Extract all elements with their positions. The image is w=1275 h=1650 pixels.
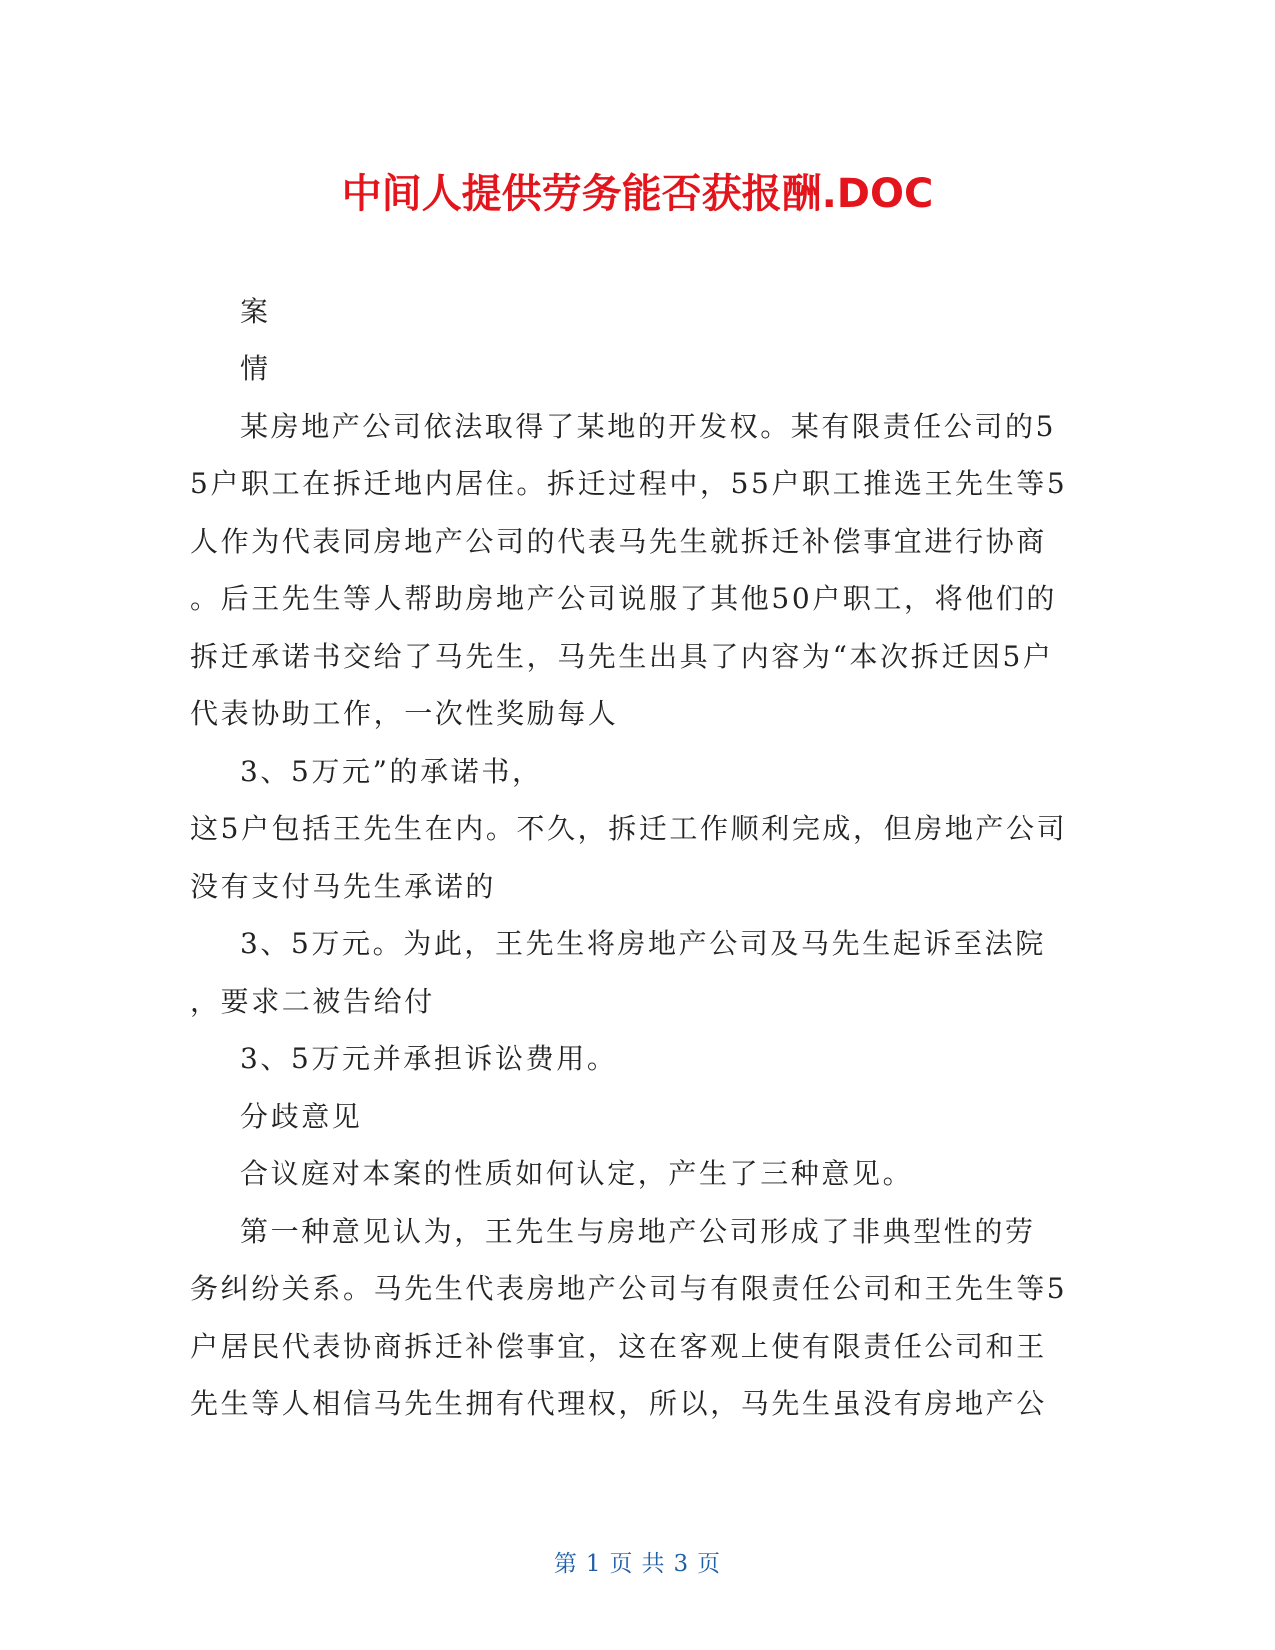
text-line: 先生等人相信马先生拥有代理权，所以，马先生虽没有房地产公 xyxy=(190,1387,1047,1420)
total-suffix: 页 xyxy=(697,1551,722,1577)
text-line: 合议庭对本案的性质如何认定，产生了三种意见。 xyxy=(240,1157,914,1190)
text-line: 3、5万元并承担诉讼费用。 xyxy=(240,1042,618,1075)
text-line: ，要求二被告给付 xyxy=(190,985,435,1018)
document-title: 中间人提供劳务能否获报酬.DOC xyxy=(341,171,934,217)
text-line: 没有支付马先生承诺的 xyxy=(190,870,497,903)
text-line: 这5户包括王先生在内。不久，拆迁工作顺利完成，但房地产公司 xyxy=(190,812,1068,845)
total-pages: 3 xyxy=(673,1551,690,1577)
text-line: 情 xyxy=(240,352,271,385)
section-heading: 分歧意见 xyxy=(240,1100,363,1133)
text-line: 某房地产公司依法取得了某地的开发权。某有限责任公司的5 xyxy=(240,410,1057,443)
text-line: 3、5万元。为此，王先生将房地产公司及马先生起诉至法院 xyxy=(240,927,1046,960)
text-line: 户居民代表协商拆迁补偿事宜，这在客观上使有限责任公司和王 xyxy=(190,1330,1047,1363)
page-label-mid: 页 xyxy=(609,1551,634,1577)
text-line: 第一种意见认为，王先生与房地产公司形成了非典型性的劳 xyxy=(240,1215,1036,1248)
page-footer xyxy=(0,1545,1275,1578)
text-line: 人作为代表同房地产公司的代表马先生就拆迁补偿事宜进行协商 xyxy=(190,525,1047,558)
page-label-prefix: 第 xyxy=(553,1551,578,1577)
text-line: 代表协助工作，一次性奖励每人 xyxy=(190,697,619,730)
total-prefix: 共 xyxy=(641,1551,666,1577)
page-number: 1 xyxy=(585,1551,602,1577)
text-line: 案 xyxy=(240,295,271,328)
text-line: 3、5万元”的承诺书， xyxy=(240,755,543,788)
text-line: 5户职工在拆迁地内居住。拆迁过程中，55户职工推选王先生等5 xyxy=(190,467,1068,500)
text-line: 。后王先生等人帮助房地产公司说服了其他50户职工，将他们的 xyxy=(190,582,1058,615)
text-line: 拆迁承诺书交给了马先生，马先生出具了内容为“本次拆迁因5户 xyxy=(190,640,1054,673)
text-line: 务纠纷关系。马先生代表房地产公司与有限责任公司和王先生等5 xyxy=(190,1272,1068,1305)
